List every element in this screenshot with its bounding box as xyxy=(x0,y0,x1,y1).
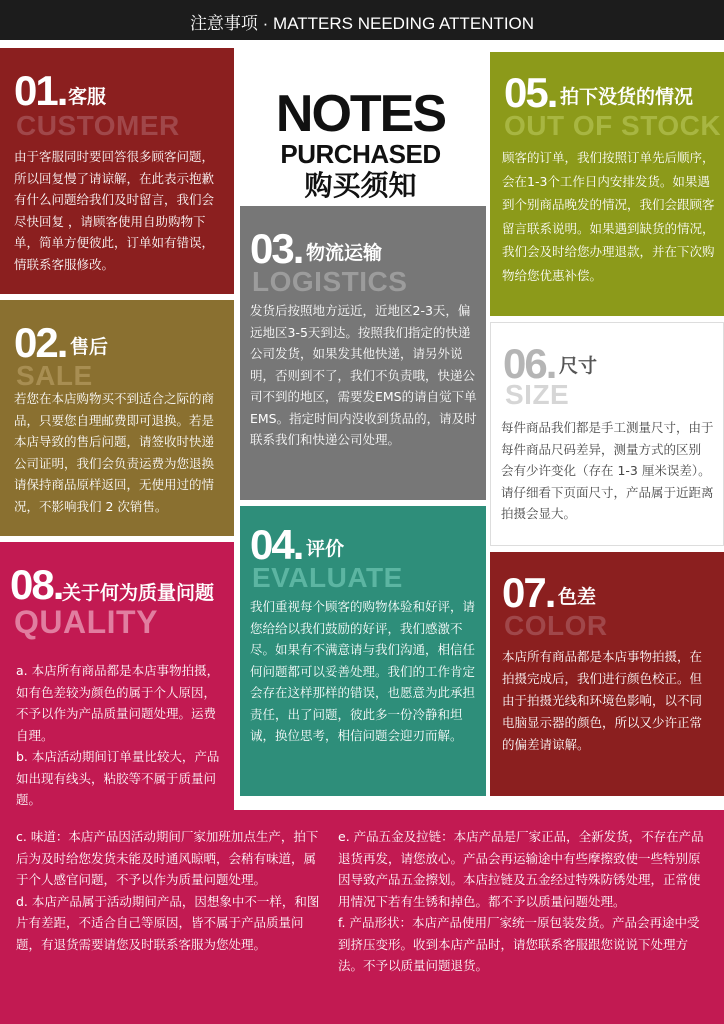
out-of-stock-english: OUT OF STOCK xyxy=(504,110,722,141)
sale-body: 若您在本店购物买不到适合之际的商品，只要您自理邮费即可退换。若是本店导致的售后问题，请签收时快递公司证明，我们会负责运费为您退换请保持商品原样返回，无使用过的情况，不影响我们 2 次销售。 xyxy=(14,391,215,514)
customer-body: 由于客服同时要回答很多顾客问题，所以回复慢了请谅解，在此表示抱歉 有什么问题给我们及时留言，我们会尽快回复 ，请顾客使用自助购物下单，简单方便彼此，订单如有错误，情联系客服修改。 xyxy=(14,149,215,272)
color-title: 色差 xyxy=(558,586,597,608)
logistics-body: 发货后按照地方远近，近地区2-3天，偏远地区3-5天到达。按照我们指定的快递公司发货，如果发其他快递，请另外说明，否则到不了，我们不负责哦，快递公司不到的地区，需要发EMS的请自觉下单EMS。指定时间内没收到货品的，请及时联系我们和快递公司处理。 xyxy=(250,303,477,447)
size-english: SIZE xyxy=(505,379,570,410)
logistics-title: 物流运输 xyxy=(306,242,383,264)
quality-body: a. 本店所有商品都是本店事物拍摄，如有色差较为颜色的属于个人原因，不予以作为产品质量问题处理。运费自理。 b. 本店活动期间订单量比较大，产品如出现有线头，粘胶等不属于质量问题。 xyxy=(16,663,220,807)
customer-english: CUSTOMER xyxy=(16,110,180,141)
size-title: 尺寸 xyxy=(559,355,598,377)
logistics-number: 03. xyxy=(250,225,303,272)
customer-card xyxy=(0,48,234,294)
logistics-english: LOGISTICS xyxy=(252,266,408,297)
purchased-heading: PURCHASED xyxy=(280,139,441,169)
evaluate-card xyxy=(240,506,486,796)
logistics-card xyxy=(240,206,486,500)
evaluate-number: 04. xyxy=(250,521,303,568)
quality-notes-right: e. 产品五金及拉链：本店产品是厂家正品，全新发货，不存在产品退货再发，请您放心。产品会再运输途中有些摩擦致使一些特别原因导致产品五金擦划。本店拉链及五金经过特殊防锈处理，正常使用情况下若有生锈和掉色。都不予以质量问题处理。 f. 产品形状：本店产品使用厂家统一原包装发货。产品会再途中受到挤压变形。收到本店产品时，请您联系客服跟您说说下处理方法。不予以质量问题退货。 xyxy=(338,829,704,973)
color-card xyxy=(490,552,724,796)
header-bar xyxy=(0,0,724,40)
out-of-stock-title: 拍下没货的情况 xyxy=(560,86,694,108)
customer-title: 客服 xyxy=(68,86,107,108)
evaluate-title: 评价 xyxy=(306,538,345,560)
customer-number: 01. xyxy=(14,67,67,114)
purchase-notes-heading: 购买须知 xyxy=(304,168,417,202)
quality-number: 08. xyxy=(10,561,63,608)
sale-number: 02. xyxy=(14,319,67,366)
header-title: 注意事项 · MATTERS NEEDING ATTENTION xyxy=(189,14,535,33)
sale-title: 售后 xyxy=(70,336,109,358)
quality-english: QUALITY xyxy=(14,604,158,640)
color-number: 07. xyxy=(502,569,555,616)
quality-notes-left: c. 味道：本店产品因活动期间厂家加班加点生产，拍下后为及时给您发货未能及时通风晾晒，会稍有味道，属于个人感官问题，不予以作为质量问题处理。 d. 本店产品属于活动期间产品，因想象中不一样，和图片有差距，不适合自己等原因，皆不属于产品质量问题，有退货需要请您及时联系客服为您处理。 xyxy=(16,829,320,952)
sale-card xyxy=(0,300,234,536)
notes-logo xyxy=(248,85,473,202)
out-of-stock-card xyxy=(490,52,724,316)
notes-heading: NOTES xyxy=(275,85,446,143)
color-english: COLOR xyxy=(504,610,608,641)
quality-card xyxy=(0,542,234,814)
out-of-stock-number: 05. xyxy=(504,69,557,116)
evaluate-english: EVALUATE xyxy=(252,562,403,593)
evaluate-body: 我们重视每个顾客的购物体验和好评，请您给给以我们鼓励的好评，我们感激不尽。如果有不满意请与我们沟通，相信任何问题都可以妥善处理。我们的工作肯定会存在这样那样的错误，也愿意为此承担责任，出了问题，彼此多一份冷静和坦诚，换位思考，相信问题会迎刃而解。 xyxy=(250,599,476,743)
sale-english: SALE xyxy=(16,360,93,391)
size-card xyxy=(490,322,724,546)
out-of-stock-body: 顾客的订单，我们按照订单先后顺序，会在1-3个工作日内安排发货。如果遇到个别商品晚发的情况，我们会跟顾客留言联系说明。如果遇到缺货的情况，我们会及时给您办理退款，并在下次购物给您优惠补偿。 xyxy=(502,150,715,283)
quality-continued-section xyxy=(0,810,724,1024)
quality-title: 关于何为质量问题 xyxy=(62,582,215,604)
size-number: 06. xyxy=(503,340,556,387)
size-body: 每件商品我们都是手工测量尺寸，由于每件商品尺码差异，测量方式的区别 会有少许变化（存在 1-3 厘米误差）。请仔细看下页面尺寸，产品属于近距离拍摄会显大。 xyxy=(501,420,714,521)
color-body: 本店所有商品都是本店事物拍摄，在拍摄完成后，我们进行颜色校正。但由于拍摄光线和环境色影响，以不同电脑显示器的颜色，所以又少许正常的偏差请谅解。 xyxy=(502,649,703,752)
